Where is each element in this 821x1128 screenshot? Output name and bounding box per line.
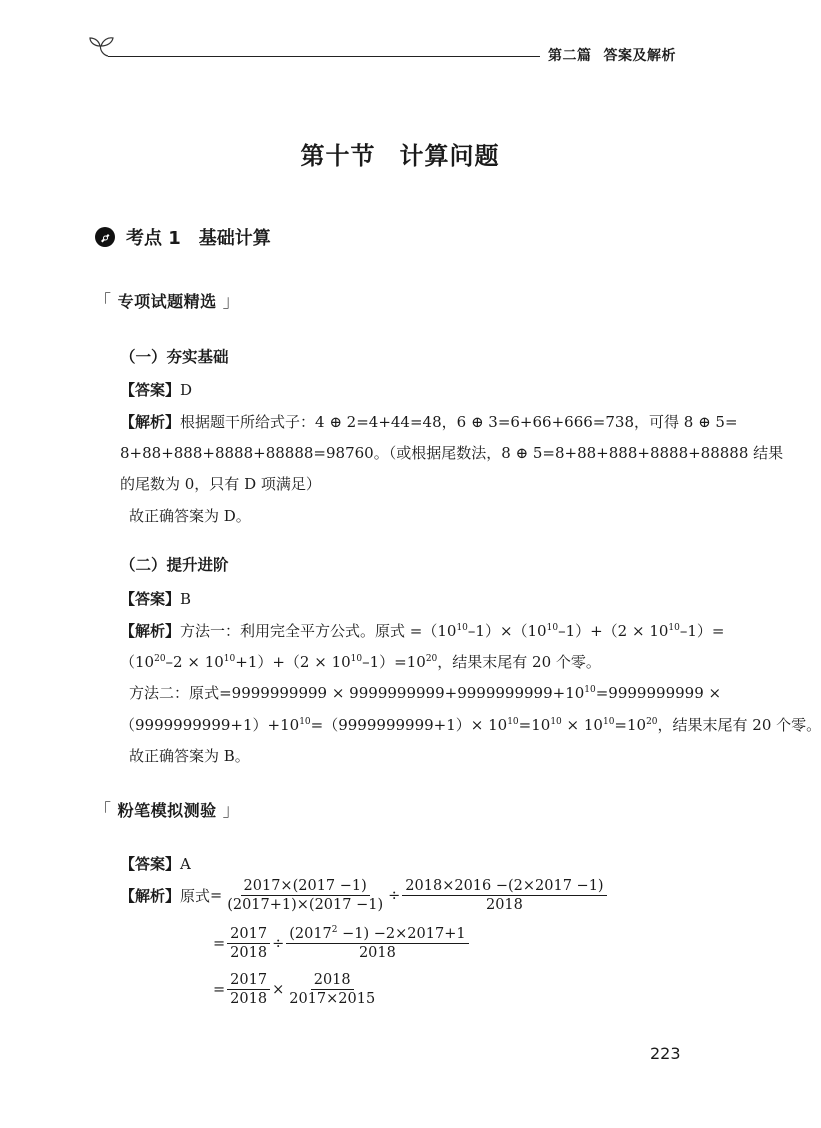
fraction: $\frac{2018}{2017\times 2015}$ [289, 972, 376, 1007]
corner-bracket-open: 「 [94, 801, 112, 821]
header-section: 答案及解析 [603, 48, 676, 64]
header-rule [108, 56, 540, 57]
part1-analysis-line2: 8+88+888+8888+88888=98760。（或根据尾数法，8 ⊕ 5=8+88+888+8888+88888 结果 [120, 444, 784, 462]
fraction: $\frac{2017}{2018}$ [227, 972, 270, 1007]
topic-name: 基础计算 [198, 228, 271, 249]
part2-analysis-line3: 方 法 二： 原 式 $=9999999999 \times 9999999999+9999999999+10^{10}=9999999999$ × [129, 684, 722, 702]
mock-answer: 【答案】A [120, 855, 191, 873]
section-title [0, 136, 800, 171]
header-part: 第二篇 [548, 48, 592, 64]
part1-answer: 【答案】D [120, 381, 193, 399]
part2-analysis-line1: 【解析】方法一：利用完全平方公式。原式 $=(10^{10}-1)\times(10^{10}-1)+(2 \times 10^{10}-1)=$ [120, 622, 725, 640]
part1-heading: （一）夯实基础 [120, 348, 229, 366]
fraction: $\frac{2017}{2018}$ [227, 926, 270, 961]
section-name: 计算问题 [399, 142, 500, 170]
fraction: $\frac{(2017^2 -1) -2\times 2017+1}{2018}$ [286, 926, 468, 961]
mock-solution-step1: 【解析】 原式 = $\frac{2017\times(2017 -1)}{(2017+1)\times(2017 -1)}$ ÷ $\frac{2018\times 2016 -(2\times 2017 -1)}{2018}$ [120, 878, 609, 913]
topic-heading [94, 224, 271, 250]
topic-number: 考点 1 [126, 228, 181, 249]
part1-analysis-line3: 的尾数为 0，只有 D 项满足） [120, 475, 321, 493]
part1-analysis-line1: 【解析】根据题干所给式子：4 ⊕ 2=4+44=48，6 ⊕ 3=6+66+666=738，可得 8 ⊕ 5= [120, 413, 738, 431]
corner-bracket-close: 」 [222, 292, 241, 312]
special-heading: 「 专项试题精选 」 [94, 292, 241, 312]
part1-conclusion: 故正确答案为 D。 [129, 507, 251, 525]
fraction: $\frac{2017\times(2017 -1)}{(2017+1)\times(2017 -1)}$ [227, 878, 384, 913]
part2-analysis-line4: $(9999999999+1)+10^{10}=(9999999999+1)\times 10^{10}=10^{10} \times 10^{10}=10^{20}$，结果末尾有 20 个零。 [120, 716, 821, 734]
page-number: 223 [650, 1044, 681, 1063]
part2-answer: 【答案】B [120, 590, 192, 608]
mock-solution-step3: = $\frac{2017}{2018}$ × $\frac{2018}{2017\times 2015}$ [213, 972, 380, 1007]
fraction: $\frac{2018\times 2016 -(2\times 2017 -1)}{2018}$ [402, 878, 606, 913]
section-number: 第十节 [300, 142, 376, 170]
mock-heading: 「 粉笔模拟测验 」 [94, 801, 241, 821]
corner-bracket-open: 「 [94, 292, 112, 312]
pen-bullet-icon [94, 226, 116, 248]
running-header [548, 45, 676, 65]
part2-analysis-line2: $(10^{20}-2 \times 10^{10}+1)+(2 \times 10^{10}-1)=10^{20}$，结果末尾有 20 个零。 [120, 653, 601, 671]
part2-heading: （二）提升进阶 [120, 556, 229, 574]
corner-bracket-close: 」 [222, 801, 241, 821]
mock-solution-step2: = $\frac{2017}{2018}$ ÷ $\frac{(2017^2 -1) -2\times 2017+1}{2018}$ [213, 926, 471, 961]
part2-conclusion: 故正确答案为 B。 [129, 747, 250, 765]
